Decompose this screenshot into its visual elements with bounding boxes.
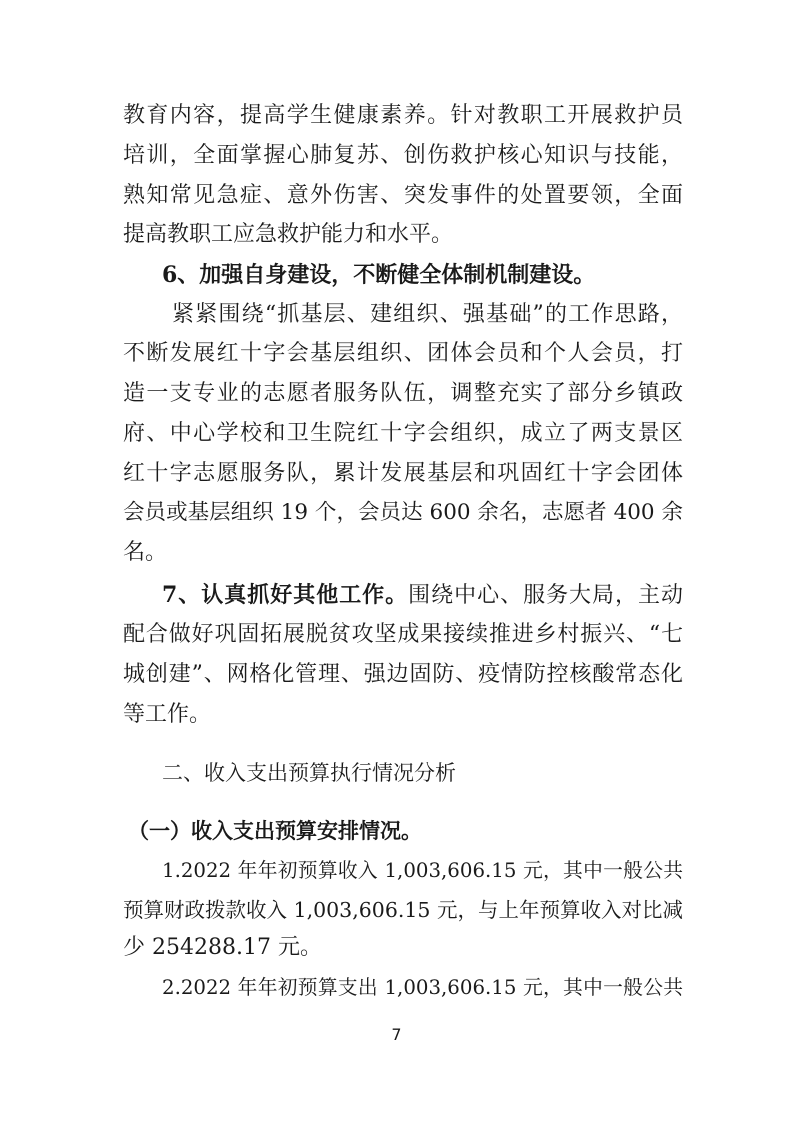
body-line: 培训，全面掌握心肺复苏、创伤救护核心知识与技能， [123, 143, 683, 168]
section-7-first-line [162, 577, 683, 613]
section-7-text: 围绕中心、服务大局，主动 [408, 583, 683, 608]
page-number: 7 [391, 1025, 402, 1044]
section-heading-6: 6、加强自身建设，不断健全体制机制建设。 [162, 262, 596, 288]
body-line: 等工作。 [123, 702, 212, 727]
body-line: 1.2022 年年初预算收入 1,003,606.15 元，其中一般公共 [162, 859, 683, 882]
body-line: 预算财政拨款收入 1,003,606.15 元，与上年预算收入对比减 [123, 898, 683, 922]
body-line: 紧紧围绕“抓基层、建组织、强基础”的工作思路， [172, 302, 683, 327]
subsection-heading: （一）收入支出预算安排情况。 [128, 819, 422, 843]
body-line: 配合做好巩固拓展脱贫攻坚成果接续推进乡村振兴、“七 [123, 622, 683, 647]
body-line: 少 254288.17 元。 [123, 935, 322, 960]
body-line: 红十字志愿服务队，累计发展基层和巩固红十字会团体 [123, 461, 683, 486]
body-line: 熟知常见急症、意外伤害、突发事件的处置要领，全面 [123, 183, 683, 208]
body-line: 提高教职工应急救护能力和水平。 [123, 222, 454, 247]
body-line: 会员或基层组织 19 个，会员达 600 余名，志愿者 400 余 [123, 500, 683, 525]
body-line: 造一支专业的志愿者服务队伍，调整充实了部分乡镇政 [123, 381, 683, 406]
body-line: 不断发展红十字会基层组织、团体会员和个人会员，打 [123, 341, 683, 366]
body-line: 城创建”、网格化管理、强边固防、疫情防控核酸常态化 [123, 662, 683, 687]
section-heading-7: 7、认真抓好其他工作。 [162, 582, 409, 608]
body-line: 2.2022 年年初预算支出 1,003,606.15 元，其中一般公共 [162, 976, 683, 999]
body-line: 府、中心学校和卫生院红十字会组织，成立了两支景区 [123, 421, 683, 446]
part-heading: 二、收入支出预算执行情况分析 [162, 761, 456, 785]
body-line: 教育内容，提高学生健康素养。针对教职工开展救护员 [123, 103, 683, 128]
body-line: 名。 [123, 540, 168, 565]
